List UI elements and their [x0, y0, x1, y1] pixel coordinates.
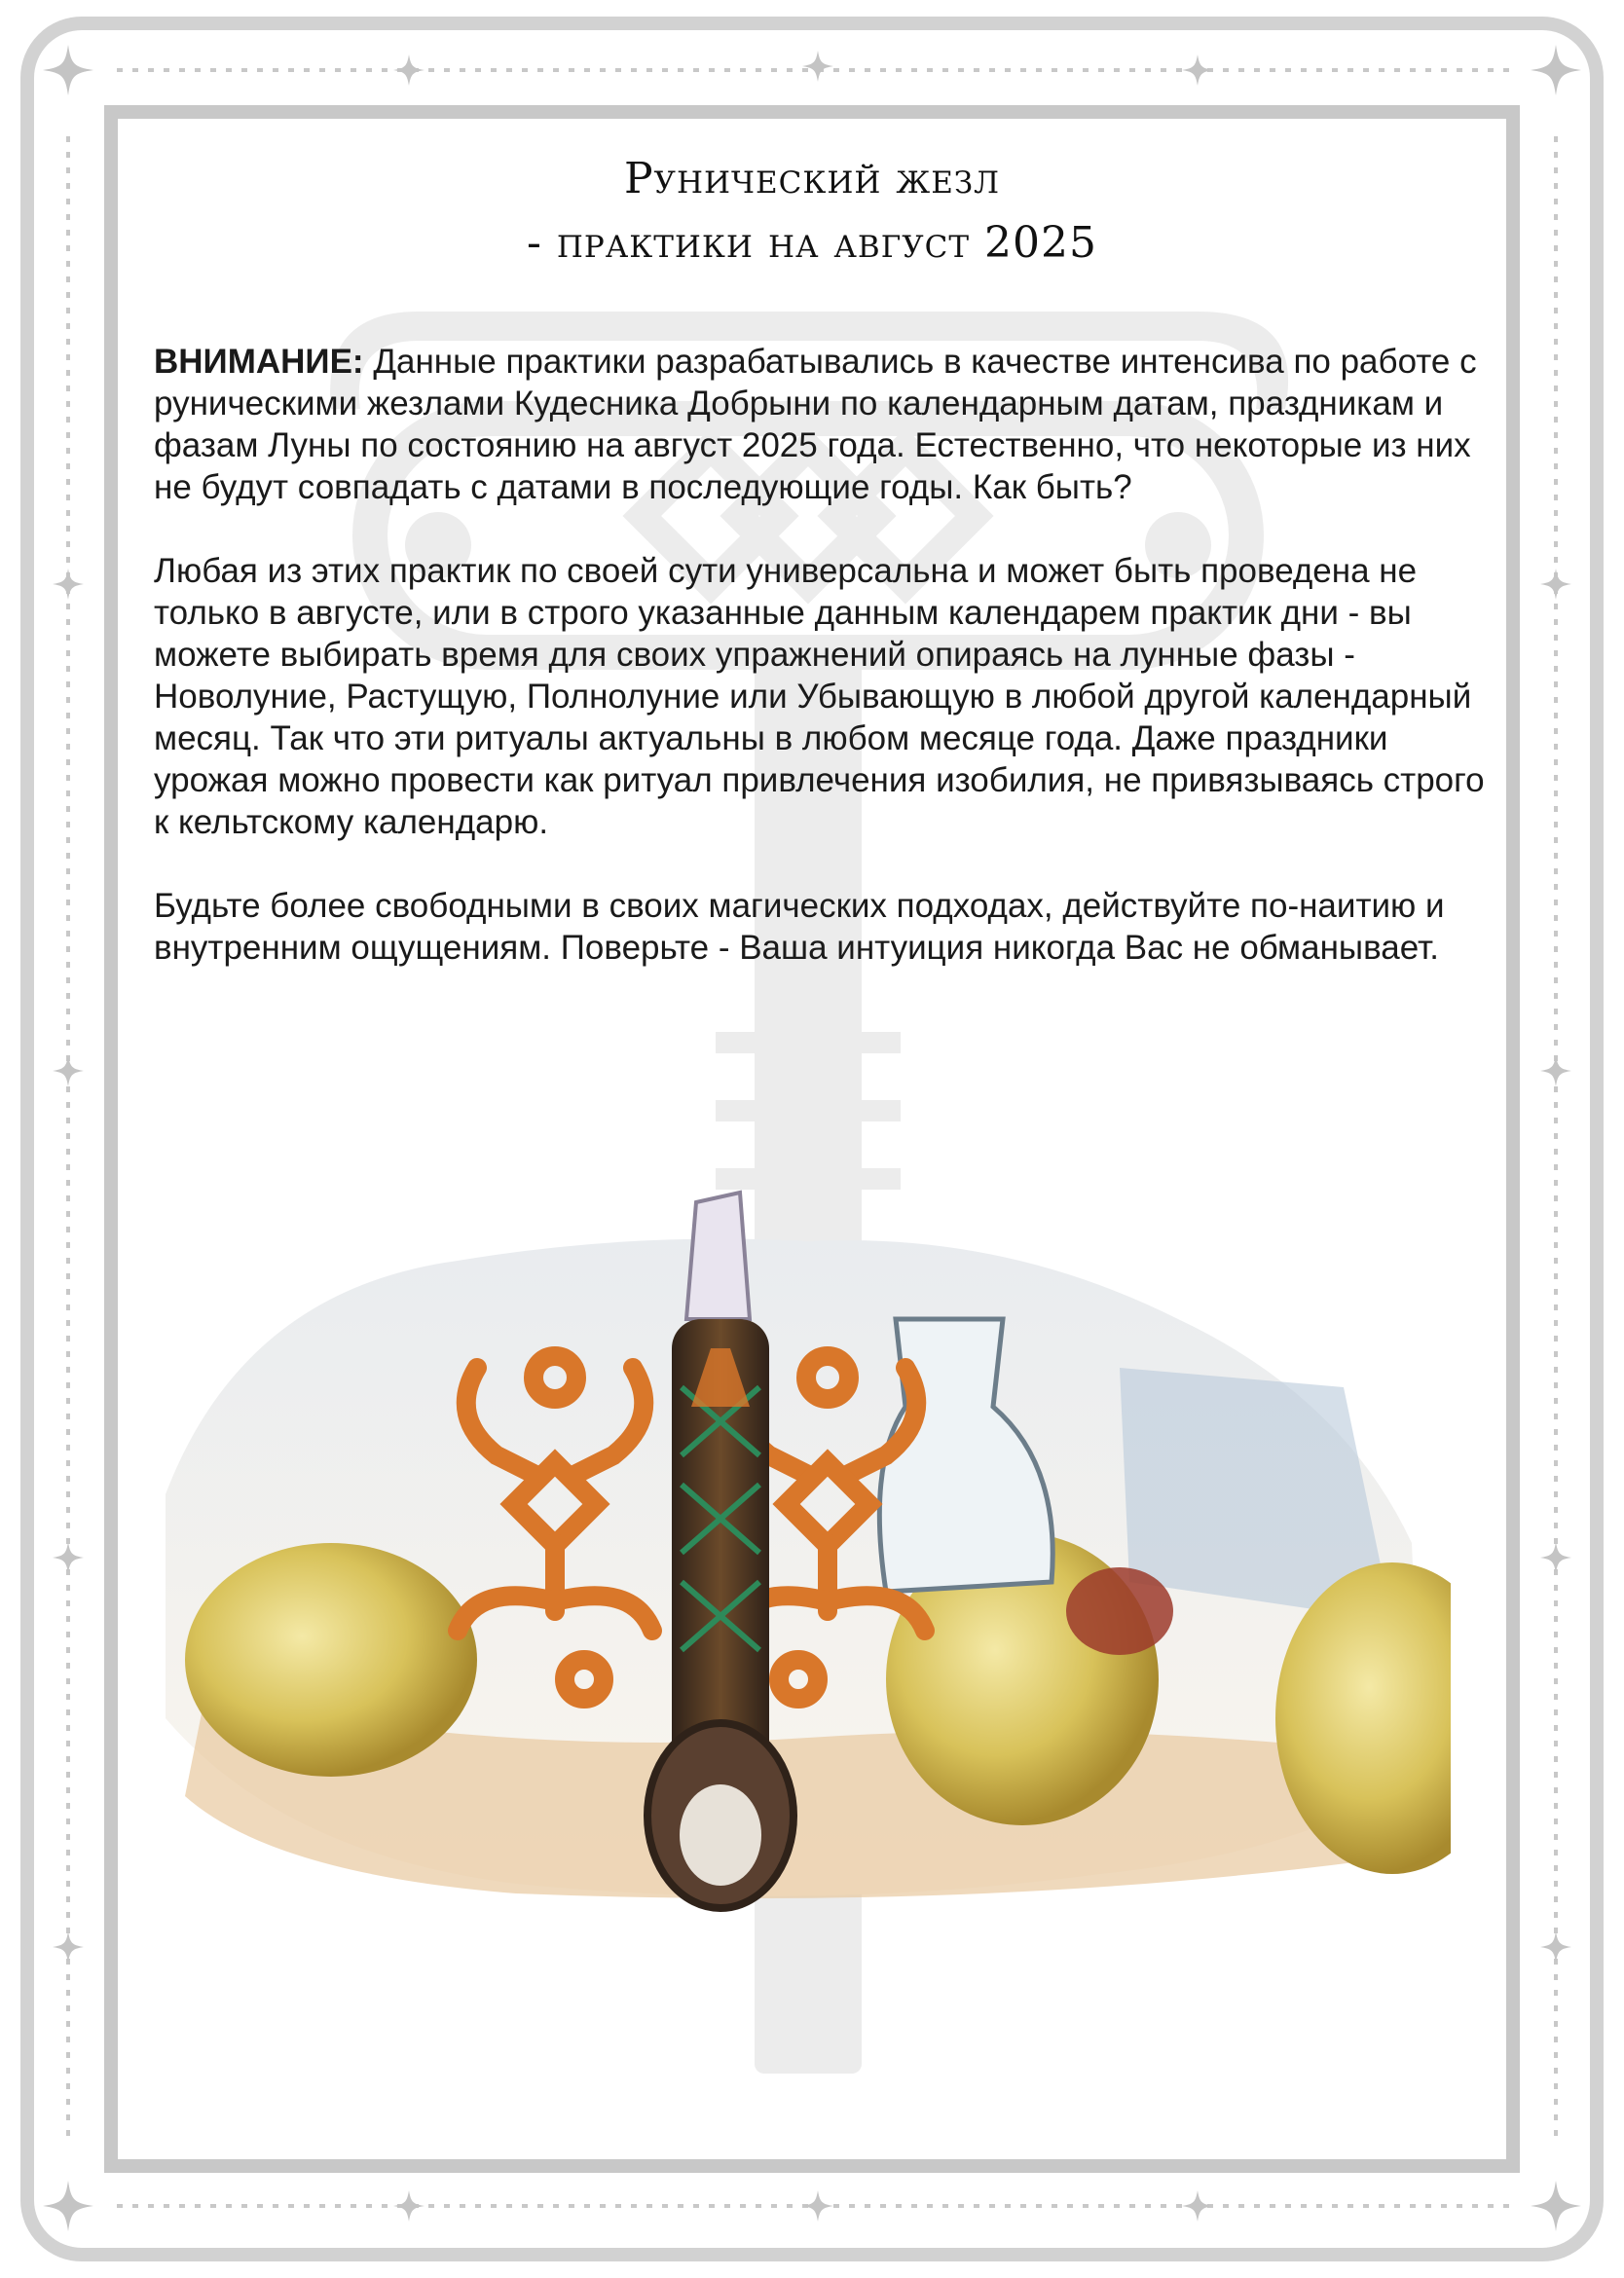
paragraph-2: Любая из этих практик по своей сути универсальна и может быть проведена не только в августе, или в строго указанные данным календарем практик дни - вы можете выбирать время для своих упражнений опираясь на лунные фазы - Новолуние, Растущую, Полнолуние или Убывающую в любой другой календарный месяц. Так что эти ритуалы актуальны в любом месяце года. Даже праздники урожая можно провести как ритуал привлечения изобилия, не привязываясь строго к кельтскому календарю. — [154, 552, 1485, 841]
paragraph-3: Будьте более свободными в своих магических подходах, действуйте по-наитию и внутренним ощущениям. Поверьте - Ваша интуиция никогда Вас не обманывает. — [154, 887, 1445, 967]
document-body — [154, 341, 1488, 1010]
page-title-line2: - практики на август 2025 — [527, 218, 1097, 268]
paragraph-attention — [154, 341, 1488, 508]
attention-label: ВНИМАНИЕ: — [154, 343, 364, 381]
rune-wand-illustration — [127, 1173, 1451, 1952]
paragraph-1-text: Данные практики разрабатывались в качестве интенсива по работе с руническими жезлами Кудесника Добрыни по календарным датам, праздникам и фазам Луны по состоянию на август 2025 года. Естественно, что некоторые из них не будут совпадать с датами в последующие годы. Как быть? — [154, 343, 1477, 506]
page-title-line1: Рунический жезл — [623, 154, 1001, 203]
